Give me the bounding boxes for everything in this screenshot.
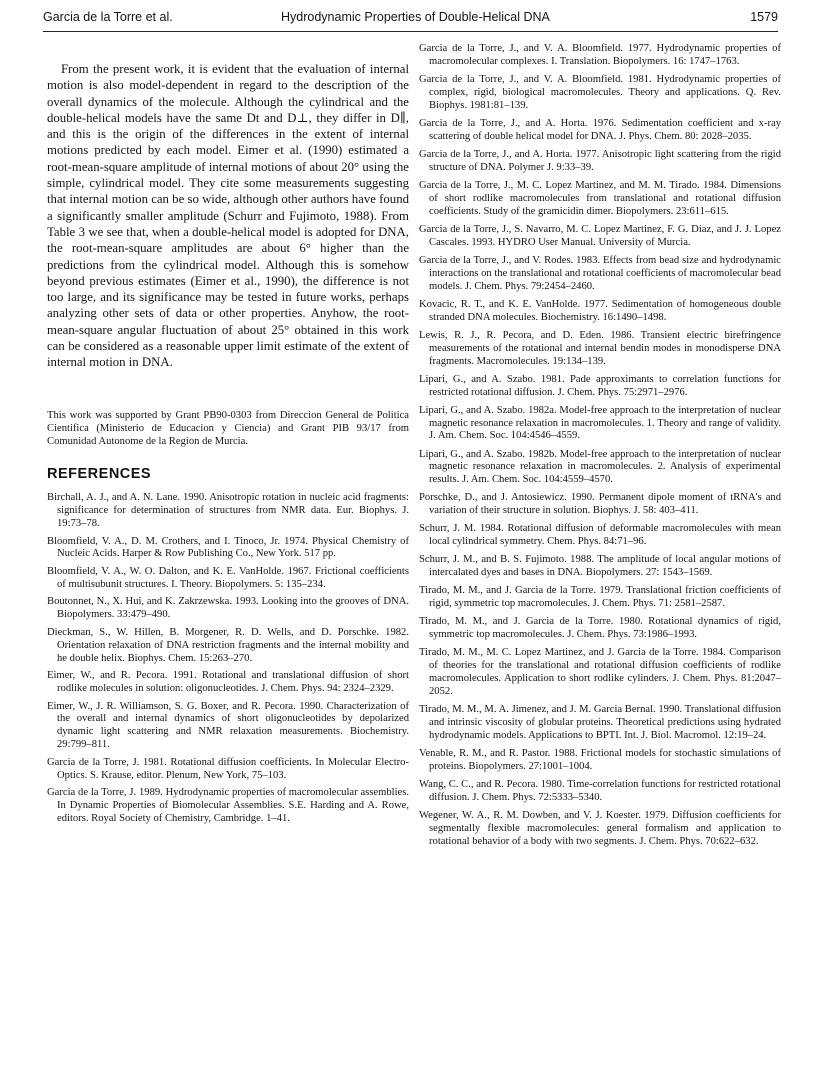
reference-entry: Kovacic, R. T., and K. E. VanHolde. 1977. Sedimentation of homogeneous double stranded DNA molecules. Biochemistry. 16:1490–1498. — [419, 298, 781, 323]
reference-entry: Tirado, M. M., and J. Garcia de la Torre. 1980. Rotational dynamics of rigid, symmetric top macromolecules. J. Chem. Phys. 73:1986–1993. — [419, 616, 781, 641]
reference-entry: Venable, R. M., and R. Pastor. 1988. Frictional models for stochastic simulations of proteins. Biopolymers. 27:1001–1004. — [419, 748, 781, 773]
left-column — [47, 43, 409, 830]
reference-entry: Lewis, R. J., R. Pecora, and D. Eden. 1986. Transient electric birefringence measurements of the rotational and internal bendin modes in monodisperse DNA fragments. Macromolecules. 19:134–139. — [419, 329, 781, 367]
reference-entry: Garcia de la Torre, J., and V. A. Bloomfield. 1977. Hydrodynamic properties of macromolecular complexes. I. Translation. Biopolymers. 16: 1747–1763. — [419, 43, 781, 67]
reference-entry: Dieckman, S., W. Hillen, B. Morgener, R. D. Wells, and D. Porschke. 1982. Orientation relaxation of DNA restriction fragments and the internal mobility and he double helix. Biophys. Chem. 15:263–270. — [47, 626, 409, 664]
header-rule — [43, 31, 778, 32]
reference-entry: Garcia de la Torre, J., M. C. Lopez Martinez, and M. M. Tirado. 1984. Dimensions of short rodlike macromolecules from translational and rotational diffusion coefficients. Study of the gramicidin dimer. Biopolymers. 23:611–615. — [419, 179, 781, 217]
reference-entry: Eimer, W., and R. Pecora. 1991. Rotational and translational diffusion of short rodlike molecules in solution: oligonucleotides. J. Chem. Phys. 94: 2324–2329. — [47, 670, 409, 694]
reference-entry: Tirado, M. M., M. C. Lopez Martinez, and J. Garcia de la Torre. 1984. Comparison of theories for the translational and rotational diffusion coefficients of rodlike macromolecules. Application to short rodlike cylinders. J. Chem. Phys. 81:2047–2052. — [419, 647, 781, 698]
reference-entry: Bloomfield, V. A., D. M. Crothers, and I. Tinoco, Jr. 1974. Physical Chemistry of Nucleic Acids. Harper & Row Publishing Co., New York. 517 pp. — [47, 535, 409, 560]
reference-entry: Garcia de la Torre, J., S. Navarro, M. C. Lopez Martinez, F. G. Diaz, and J. J. Lopez Cascales. 1993. HYDRO User Manual. University of Murcia. — [419, 223, 781, 248]
reference-entry: Tirado, M. M., and J. Garcia de la Torre. 1979. Translational friction coefficients of rigid, symmetric top macromolecules. J. Chem. Phys. 71: 2581–2587. — [419, 585, 781, 610]
reference-entry: Boutonnet, N., X. Hui, and K. Zakrzewska. 1993. Looking into the grooves of DNA. Biopolymers. 33:479–490. — [47, 596, 409, 621]
reference-entry: Garcia de la Torre, J., and V. A. Bloomfield. 1981. Hydrodynamic properties of complex, rigid, biological macromolecules. Theory and applications. Q. Rev. Biophys. 1981:81–139. — [419, 74, 781, 111]
reference-list-left — [47, 492, 409, 826]
reference-entry: Tirado, M. M., M. A. Jimenez, and J. M. Garcia Bernal. 1990. Translational diffusion and intrinsic viscosity of globular proteins. Theoretical predictions using hydrated hydrodynamic models. Applications to BPTI. Int. J. Biol. Macromol. 12:19–24. — [419, 704, 781, 742]
reference-entry: Porschke, D., and J. Antosiewicz. 1990. Permanent dipole moment of tRNA's and variation of their structure in solution. Biophys. J. 58: 403–411. — [419, 492, 781, 517]
reference-entry: Wang, C. C., and R. Pecora. 1980. Time-correlation functions for restricted rotational diffusion. J. Chem. Phys. 72:5333–5340. — [419, 779, 781, 804]
reference-entry: Garcia de la Torre, J., and A. Horta. 1977. Anisotropic light scattering from the rigid structure of DNA. Polymer J. 9:33–39. — [419, 148, 781, 173]
acknowledgement: This work was supported by Grant PB90-0303 from Direccion General de Politica Cientifica (Ministerio de Educacion y Ciencia) and Grant PIB 93/17 from Comunidad Autonome de la Region de Murcia. — [47, 409, 409, 448]
reference-list-right — [419, 43, 781, 849]
reference-entry: Lipari, G., and A. Szabo. 1982a. Model-free approach to the interpretation of nuclear magnetic resonance relaxation in macromolecules. 1. Theory and range of validity. J. Am. Chem. Soc. 104:4546–4559. — [419, 404, 781, 442]
reference-entry: Lipari, G., and A. Szabo. 1981. Pade approximants to correlation functions for restricted rotational diffusion. J. Chem. Phys. 75:2971–2976. — [419, 373, 781, 398]
reference-entry: Eimer, W., J. R. Williamson, S. G. Boxer, and R. Pecora. 1990. Characterization of the overall and internal dynamics of short oligonucleotides by depolarized dynamic light scattering and NMR relaxation measurements. Biochemistry. 29:799–811. — [47, 700, 409, 751]
reference-entry: Garcia de la Torre, J., and A. Horta. 1976. Sedimentation coefficient and x-ray scattering of double helical model for DNA. J. Phys. Chem. 80: 2028–2035. — [419, 117, 781, 142]
page-number: 1579 — [750, 10, 778, 24]
reference-entry: Garcia de la Torre, J. 1989. Hydrodynamic properties of macromolecular assemblies. In Dynamic Properties of Biomolecular Assemblies. S.E. Harding and A. Rowe, editors. Royal Society of Chemistry, Cambridge. 1–41. — [47, 787, 409, 824]
reference-entry: Wegener, W. A., R. M. Dowben, and V. J. Koester. 1979. Diffusion coefficients for segmentally flexible macromolecules: general formalism and application to rotational behavior of a body with two segments. J. Chem. Phys. 70:622–632. — [419, 810, 781, 847]
header-title: Hydrodynamic Properties of Double-Helical DNA — [281, 10, 550, 24]
reference-entry: Schurr, J. M. 1984. Rotational diffusion of deformable macromolecules with mean local cylindrical symmetry. Chem. Phys. 84:71–96. — [419, 523, 781, 548]
reference-entry: Garcia de la Torre, J., and V. Rodes. 1983. Effects from bead size and hydrodynamic interactions on the translational and rotational coefficients of macromolecular bead models. J. Chem. Phys. 79:2454–2460. — [419, 254, 781, 292]
reference-entry: Garcia de la Torre, J. 1981. Rotational diffusion coefficients. In Molecular Electro-Optics. S. Krause, editor. Plenum, New York, 75–103. — [47, 756, 409, 781]
reference-entry: Bloomfield, V. A., W. O. Dalton, and K. E. VanHolde. 1967. Frictional coefficients of multisubunit structures. I. Theory. Biopolymers. 5: 135–234. — [47, 565, 409, 590]
body-paragraph: From the present work, it is evident that the evaluation of internal motion is also model-dependent in regard to the description of the overall dynamics of the molecule. Although the cylindrical and the double-helical models have the same Dt and D⊥, they differ in D∥, and this is the origin of the differences in the extent of internal motions predicted by each model. Eimer et al. (1990) estimated a root-mean-square amplitude of internal motions of about 20° using the simple, cylindrical model. They cite some measurements suggesting that internal motion can be so wide, although other authors have found a significantly smaller amplitude (Schurr and Fujimoto, 1988). From Table 3 we see that, when a double-helical model is adopted for DNA, the root-mean-square amplitudes are about 6° higher than the predictions from the cylindrical model. Although this is somehow beyond previous estimates (Eimer et al., 1990), the difference is not too large, and its significance may be tested in future works, perhaps analyzing other sets of data or other properties. Anyhow, the root-mean-square angular fluctuation of about 25° obtained in this work can be considered as a reasonable upper limit estimate of the extent of internal motion in DNA. — [47, 62, 409, 370]
reference-entry: Birchall, A. J., and A. N. Lane. 1990. Anisotropic rotation in nucleic acid fragments: significance for determination of structures from NMR data. Eur. Biophys. J. 19:73–78. — [47, 492, 409, 530]
running-header — [43, 5, 778, 31]
reference-entry: Lipari, G., and A. Szabo. 1982b. Model-free approach to the interpretation of nuclear magnetic resonance relaxation in macromolecules. 2. Analysis of experimental results. J. Am. Chem. Soc. 104:4559–4570. — [419, 448, 781, 486]
right-column — [419, 43, 781, 854]
header-author: Garcia de la Torre et al. — [43, 10, 173, 24]
references-heading: REFERENCES — [47, 466, 152, 483]
reference-entry: Schurr, J. M., and B. S. Fujimoto. 1988. The amplitude of local angular motions of intercalated dyes and bases in DNA. Biopolymers. 27: 1543–1569. — [419, 554, 781, 579]
